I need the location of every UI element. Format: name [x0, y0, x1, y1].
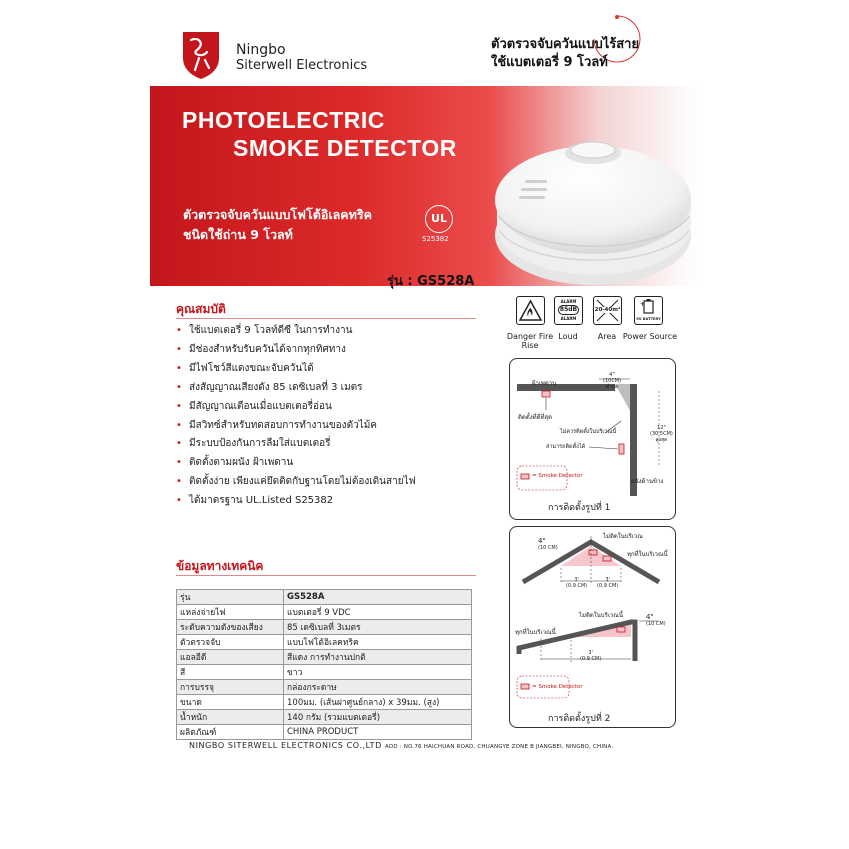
danger-fire-rise-label — [504, 332, 556, 350]
loud-icon-bottom-text: ALARM — [560, 316, 577, 321]
diagram2-top-dim — [538, 538, 558, 552]
spec-row — [177, 710, 472, 725]
danger-fire-rise-icon — [516, 296, 545, 325]
diagram1-legend: = Smoke Detector — [532, 473, 583, 479]
diagram1-dim-4-sub: ต่ำสุด — [605, 384, 619, 390]
feature-item: • มีไฟโชว์สีแดงขณะจับควันได้ — [175, 360, 416, 379]
spec-value: แบบโฟโต้อิเลคทริค — [284, 635, 472, 650]
power-source-label: Power Source — [622, 332, 678, 341]
area-icon — [593, 296, 622, 325]
product-type-title — [491, 36, 639, 72]
diagram1-dim-4-cm: (10CM) — [603, 378, 622, 384]
diagram2-bottom-dim-value: 3' — [588, 650, 593, 656]
danger-fire-rise-label-line2: Rise — [521, 341, 539, 350]
diagram2-legend: = Smoke Detector — [532, 684, 583, 690]
spec-key: แหล่งจ่ายไฟ — [177, 605, 284, 620]
feature-item: • ส่งสัญญาณเสียงดัง 85 เดซิเบลที่ 3 เมตร — [175, 379, 416, 398]
company-name-line2: Siterwell Electronics — [236, 58, 368, 73]
diagram2-caption: การติดตั้งรูปที่ 2 — [548, 714, 611, 724]
product-type-title-line1: ตัวตรวจจับควันแบบไร้สาย — [491, 37, 640, 52]
spec-value: CHINA PRODUCT — [284, 725, 472, 740]
spec-row — [177, 590, 472, 605]
banner-title-line1: PHOTOELECTRIC — [182, 107, 385, 133]
feature-item: • มีระบบป้องกันการลืมใส่แบตเตอรี่ — [175, 435, 416, 454]
spec-key: แอลอีดี — [177, 650, 284, 665]
power-source-icon-text: 9V BATTERY — [636, 317, 661, 321]
spec-value: ขาว — [284, 665, 472, 680]
footer-address: ADD : NO.76 HAICHUAN ROAD, CHUANGYE ZONE B JIANGBEI, NINGBO, CHINA. — [385, 744, 614, 750]
company-name-line1: Ningbo — [236, 42, 286, 58]
diagram2-anywhere-2: ทุกที่ในบริเวณนี้ — [515, 629, 556, 636]
spec-key: ผลิตภัณฑ์ — [177, 725, 284, 740]
spec-row — [177, 605, 472, 620]
banner-title-line2: SMOKE DETECTOR — [233, 135, 457, 161]
loud-label: Loud — [558, 332, 578, 341]
diagram1-dim-4-value: 4" — [609, 372, 615, 378]
feature-item: • มีสวิทซ์สำหรับทดสอบการทำงานของตัวไม้ค — [175, 417, 416, 436]
spec-key: สี — [177, 665, 284, 680]
diagram1-dim-12-sub: สูงสุด — [655, 437, 668, 443]
spec-value: 140 กรัม (รวมแบตเตอรี่) — [284, 710, 472, 725]
area-label: Area — [597, 332, 617, 341]
company-name — [236, 42, 367, 74]
spec-key: ตัวตรวจจับ — [177, 635, 284, 650]
diagram2-dim-3-left-value: 3' — [574, 577, 579, 583]
spec-key: ระดับความดังของเสียง — [177, 620, 284, 635]
diagram2-dim-3-left-cm: (0.9 CM) — [566, 583, 588, 589]
spec-key: การบรรจุ — [177, 680, 284, 695]
specs-divider — [176, 575, 476, 576]
spec-value: สีแดง การทำงานปกติ — [284, 650, 472, 665]
area-icon-text: 20-40m² — [594, 307, 621, 313]
banner-thai-subtitle — [183, 205, 372, 245]
spec-value: แบตเตอรี่ 9 VDC — [284, 605, 472, 620]
diagram1-best-label: ติดตั้งที่ดีที่สุด — [518, 414, 552, 421]
footer — [189, 741, 613, 750]
diagram2-side-dim — [646, 614, 666, 628]
spec-row — [177, 725, 472, 740]
diagram2-bottom-dim — [580, 650, 601, 662]
danger-fire-rise-label-line1: Danger Fire — [506, 332, 554, 341]
product-type-title-line2: ใช้แบตเตอรี่ 9 โวลท์ — [491, 55, 608, 70]
svg-text:+: + — [640, 301, 646, 308]
spec-row — [177, 635, 472, 650]
features-list — [175, 322, 416, 511]
specs-heading: ข้อมูลทางเทคนิค — [176, 559, 264, 573]
spec-value: 100มม. (เส้นผ่าศูนย์กลาง) x 39มม. (สูง) — [284, 695, 472, 710]
diagram1-ceiling-label: ฝ้าเพดาน — [532, 380, 557, 387]
diagram2-side-dim-value: 4" — [646, 613, 654, 621]
feature-item: • ได้มาตรฐาน UL.Listed S25382 — [175, 492, 416, 511]
diagram2-top-dim-value: 4" — [538, 537, 546, 545]
feature-item: • ติดตั้งตามผนัง ฝ้าเพดาน — [175, 454, 416, 473]
footer-company: NINGBO SITERWELL ELECTRONICS CO.,LTD — [189, 741, 382, 750]
smoke-detector-product-image — [485, 120, 695, 290]
diagram2-dim-3-right-cm: (0.9 CM) — [597, 583, 619, 589]
ul-certification-code: S25382 — [422, 235, 449, 243]
loud-icon-db-text: 85dB — [559, 306, 578, 313]
diagram2-bottom-dim-cm: (0.9 CM) — [580, 656, 602, 662]
loud-icon — [554, 296, 583, 325]
diagram2-not-here-2: ไม่ติดในบริเวณนี้ — [579, 612, 623, 619]
diagram1-dim-12-value: 12" — [657, 425, 666, 431]
feature-item: • มีช่องสำหรับรับควันได้จากทุกทิศทาง — [175, 341, 416, 360]
diagram1-ok-label: สามารถติดตั้งได้ — [546, 444, 586, 450]
feature-item: • ใช้แบตเตอรี่ 9 โวลท์ดีซี ในการทำงาน — [175, 322, 416, 341]
diagram2-dim-3-left — [566, 577, 587, 589]
banner-thai-line2: ชนิดใช้ถ่าน 9 โวลท์ — [183, 227, 293, 242]
spec-row — [177, 695, 472, 710]
banner-thai-line1: ตัวตรวจจับควันแบบโฟโต้อิเลคทริค — [183, 207, 372, 222]
diagram1-avoid-label: ไม่ควรติดตั้งในบริเวณนี้ — [560, 429, 617, 435]
spec-key: น้ำหนัก — [177, 710, 284, 725]
specs-table — [176, 589, 472, 740]
feature-item: • มีสัญญาณเตือนเมื่อแบตเตอรี่อ่อน — [175, 398, 416, 417]
diagram1-wall-label: ผนังด้านข้าง — [631, 478, 664, 485]
diagram1-dim-4 — [603, 372, 621, 390]
diagram2-dim-3-right — [597, 577, 618, 589]
diagram1-dim-12 — [650, 425, 673, 443]
spec-row — [177, 650, 472, 665]
diagram2-side-dim-cm: (10 CM) — [646, 621, 666, 627]
diagram2-dim-3-right-value: 3' — [605, 577, 610, 583]
features-divider — [176, 318, 476, 319]
features-heading: คุณสมบัติ — [176, 302, 226, 316]
spec-row — [177, 665, 472, 680]
diagram2-top-dim-cm: (10 CM) — [538, 545, 558, 551]
company-logo-icon — [181, 30, 221, 80]
diagram1-dim-12-cm: (30.5CM) — [650, 431, 673, 437]
spec-row — [177, 620, 472, 635]
diagram2-not-here-1: ไม่ติดในบริเวณ — [603, 533, 643, 540]
loud-icon-top-text: ALARM — [560, 299, 577, 304]
spec-key: รุ่น — [177, 590, 284, 605]
diagram1-caption: การติดตั้งรูปที่ 1 — [548, 503, 611, 513]
power-source-icon — [634, 296, 663, 325]
spec-row — [177, 680, 472, 695]
spec-value: กล่องกระดาษ — [284, 680, 472, 695]
feature-item: • ติดตั้งง่าย เพียงแค่ยึดติดกับฐานโดยไม่ต้องเดินสายไฟ — [175, 473, 416, 492]
banner-title — [182, 106, 457, 162]
diagram2-anywhere-1: ทุกที่ในบริเวณนี้ — [627, 551, 668, 558]
model-number: รุ่น : GS528A — [387, 274, 475, 289]
ul-certification-icon: UL — [425, 205, 453, 233]
spec-value: GS528A — [284, 590, 472, 605]
spec-key: ขนาด — [177, 695, 284, 710]
spec-value: 85 เดซิเบลที่ 3เมตร — [284, 620, 472, 635]
